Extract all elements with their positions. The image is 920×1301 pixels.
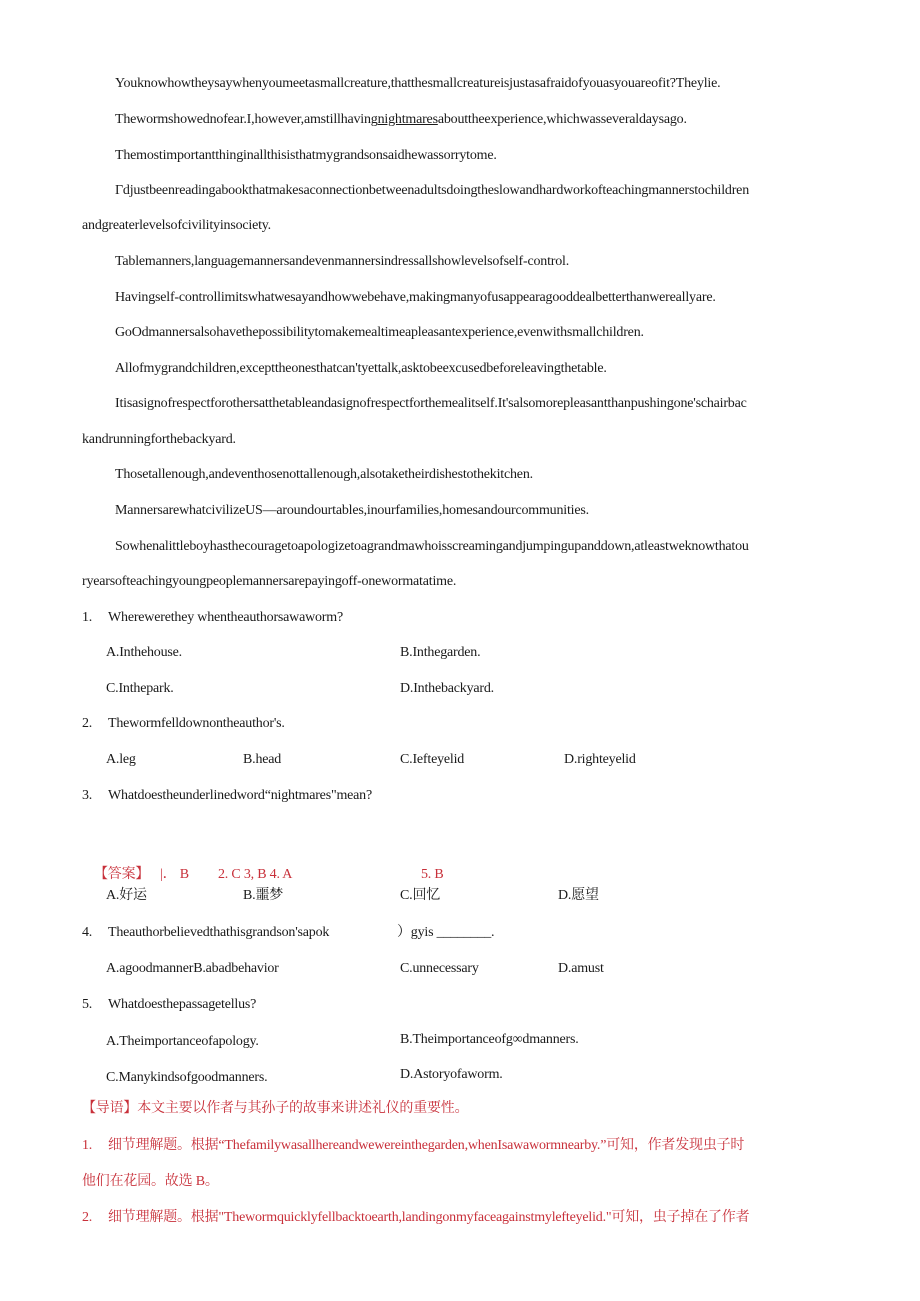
q4-option-c: C.unnecessary [400, 961, 479, 976]
q5-option-a: A.Theimportanceofapology. [106, 1034, 259, 1049]
q4-option-d: D.amust [558, 961, 604, 976]
q2-option-d: D.righteyelid [564, 752, 636, 767]
passage-line-11: kandrunningforthebackyard. [82, 432, 236, 447]
answer-label: 【答案】 [94, 867, 150, 882]
passage-line-10: Itisasignofrespectforothersatthetableandasignofrespectforthemealitself.It'salsomorepleasantthanpushingone'schairbac [115, 396, 747, 411]
explanation-1: 1. 细节理解题。根据“Thefamilywasallhereandwewereinthegarden,whenIsawawormnearby.”可知，作者发现虫子时 [82, 1138, 745, 1153]
passage-line-2 [115, 111, 687, 129]
passage-line-8: GoOdmannersalsohavethepossibilitytomakemealtimeapleasantexperience,evenwithsmallchildren. [115, 325, 644, 340]
passage-line-9: Allofmygrandchildren,excepttheonesthatcan'tyettalk,asktobeexcusedbeforeleavingthetable. [115, 361, 607, 376]
passage-line-14: Sowhenalittleboyhasthecouragetoapologizetoagrandmawhoisscreamingandjumpingupanddown,atleastweknowthatou [115, 539, 749, 554]
question-2: 2. Thewormfelldownontheauthor's. [82, 716, 285, 731]
passage-line-5: andgreaterlevelsofcivilityinsociety. [82, 218, 271, 233]
passage-line-7: Havingself-controllimitswhatwesayandhowwebehave,makingmanyofusappearagooddealbetterthanwereallyare. [115, 290, 716, 305]
q5-option-c: C.Manykindsofgoodmanners. [106, 1070, 268, 1085]
q3-option-a: A.好运 [106, 888, 147, 903]
passage-text: abouttheexperience,whichwasseveraldaysago. [437, 112, 687, 127]
q1-option-d: D.Inthebackyard. [400, 681, 494, 696]
q3-option-b: B.噩梦 [243, 888, 284, 903]
guide-text: 本文主要以作者与其孙子的故事来讲述礼仪的重要性。 [137, 1101, 469, 1116]
q2-option-b: B.head [243, 752, 282, 767]
passage-text: Thewormshowednofear.I,however,amstillhaving [115, 112, 378, 127]
question-4: 4. Theauthorbelievedthathisgrandson'sapok [82, 925, 330, 940]
q1-option-b: B.Inthegarden. [400, 645, 481, 660]
question-3: 3. Whatdoestheunderlinedword“nightmares"mean? [82, 788, 372, 803]
q3-option-d: D.愿望 [558, 888, 599, 903]
q2-option-a: A.leg [106, 752, 136, 767]
underlined-word-nightmares: nightmares [377, 112, 438, 127]
q4-option-ab: A.agoodmannerB.abadbehavior [106, 961, 279, 976]
guide [82, 1100, 468, 1118]
answer-part-3: 5. B [421, 867, 444, 882]
passage-line-1: Youknowhowtheysaywhenyoumeetasmallcreature,thatthesmallcreatureisjustasafraidofyouasyouareofit?Theylie. [115, 76, 721, 91]
passage-line-3: Themostimportantthinginallthisisthatmygrandsonsaidhewassorrytome. [115, 148, 497, 163]
q3-option-c: C.回忆 [400, 888, 441, 903]
answer-part-2: 2. C 3, B 4. A [218, 867, 293, 882]
guide-label: 【导语】 [82, 1101, 138, 1116]
q5-option-b: B.Theimportanceofg∞dmanners. [400, 1032, 579, 1047]
question-5: 5. Whatdoesthepassagetellus? [82, 997, 257, 1012]
answer-part-1: |． B [160, 867, 189, 882]
explanation-1-cont: 他们在花园。故选 B。 [82, 1174, 219, 1189]
q1-option-a: A.Inthehouse. [106, 645, 182, 660]
passage-line-6: Tablemanners,languagemannersandevenmannersindressallshowlevelsofself-control. [115, 254, 570, 269]
passage-line-15: ryearsofteachingyoungpeoplemannersarepayingoff-onewormatatime. [82, 574, 457, 589]
passage-line-4: Γdjustbeenreadingabookthatmakesaconnectionbetweenadultsdoingtheslowandhardworkofteachingmannerstochildren [115, 183, 749, 198]
passage-line-13: MannersarewhatcivilizeUS—aroundourtables,inourfamilies,homesandourcommunities. [115, 503, 589, 518]
q5-option-d: D.Astoryofaworm. [400, 1067, 503, 1082]
explanation-2: 2. 细节理解题。根据"Thewormquicklyfellbacktoearth,landingonmyfaceagainstmylefteyelid."可知，虫子掉在了作者 [82, 1210, 750, 1225]
q2-option-c: C.Iefteyelid [400, 752, 465, 767]
q1-option-c: C.Inthepark. [106, 681, 174, 696]
question-1: 1. Wherewerethey whentheauthorsawaworm? [82, 610, 343, 625]
passage-line-12: Thosetallenough,andeventhosenottallenough,alsotaketheirdishestothekitchen. [115, 467, 533, 482]
question-4-blank: ）gyis ________. [397, 925, 495, 940]
